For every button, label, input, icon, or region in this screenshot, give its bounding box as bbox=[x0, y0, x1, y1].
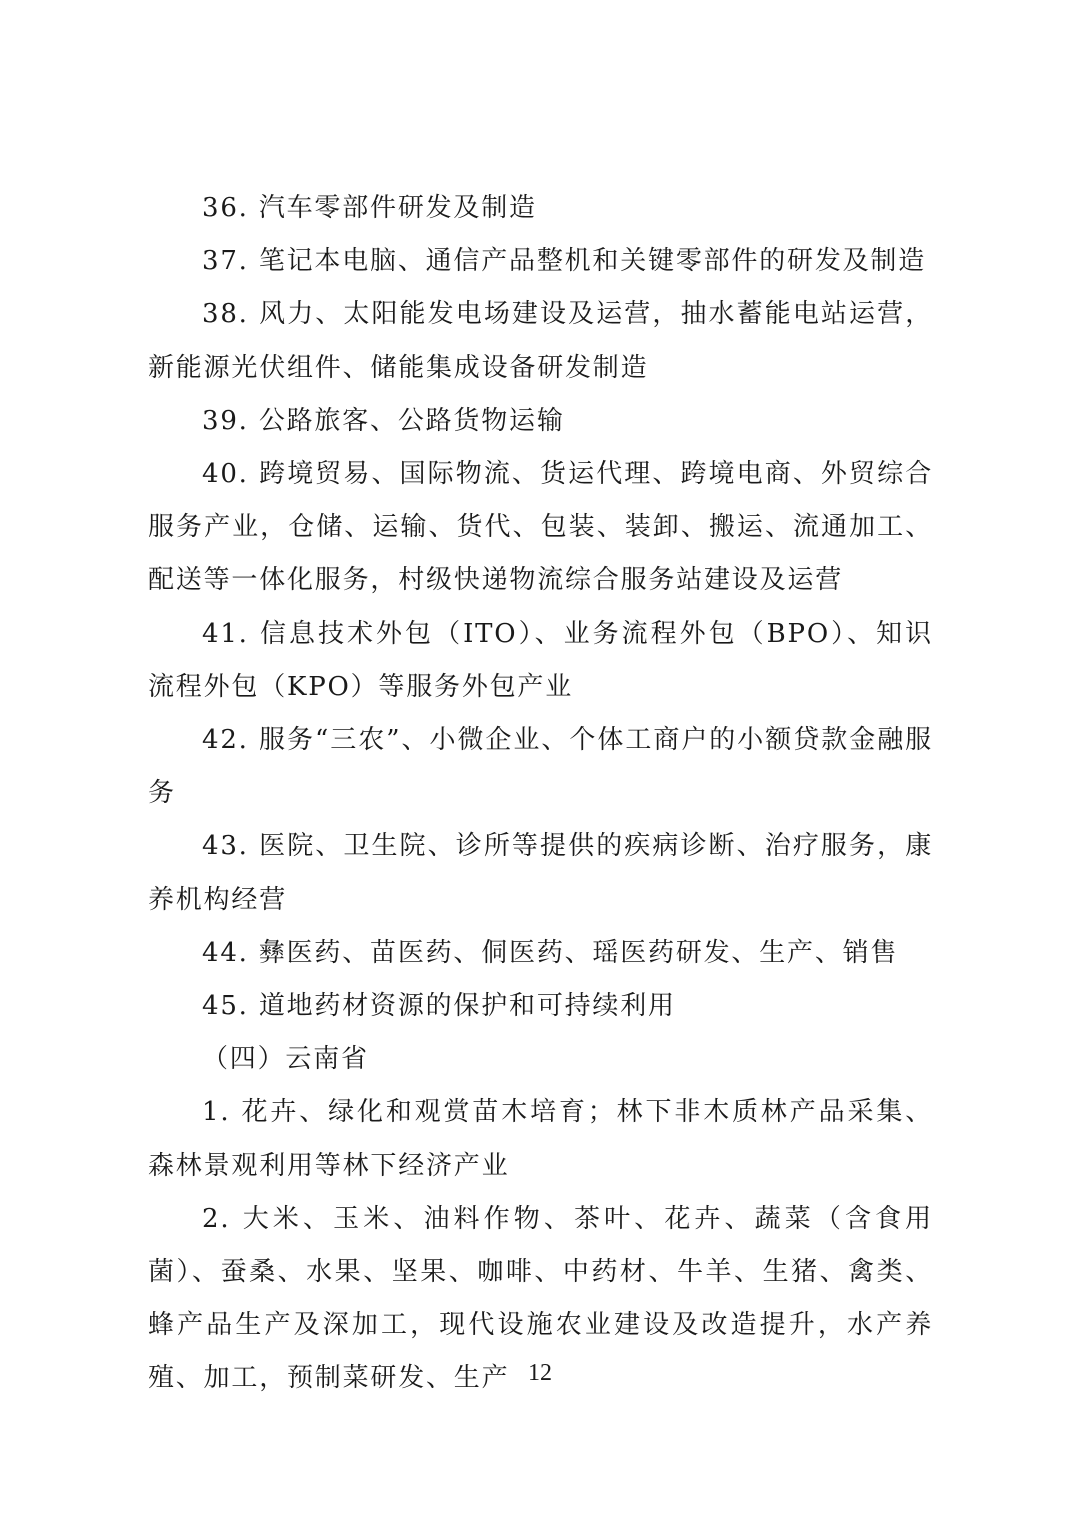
item-number: 36. bbox=[202, 193, 249, 223]
item-number: 40. bbox=[202, 459, 249, 490]
item-text: 花卉、绿化和观赏苗木培育；林下非木质林产品采集、森林景观利用等林下经济产业 bbox=[148, 1097, 933, 1181]
item-number: 42. bbox=[202, 725, 249, 756]
list-item-41 bbox=[148, 608, 933, 714]
item-text: 风力、太阳能发电场建设及运营，抽水蓄能电站运营，新能源光伏组件、储能集成设备研发制造 bbox=[148, 299, 933, 383]
item-text: 公路旅客、公路货物运输 bbox=[258, 405, 565, 436]
item-number: 43. bbox=[202, 831, 249, 862]
item-number: 37. bbox=[202, 246, 249, 277]
item-text: 服务“三农”、小微企业、个体工商户的小额贷款金融服务 bbox=[148, 725, 933, 809]
list-item-45 bbox=[148, 980, 933, 1033]
list-item-38 bbox=[148, 288, 933, 394]
list-item-42 bbox=[148, 714, 933, 820]
item-text: 道地药材资源的保护和可持续利用 bbox=[258, 991, 676, 1022]
page-number: 12 bbox=[528, 1360, 552, 1386]
item-text: 跨境贸易、国际物流、货运代理、跨境电商、外贸综合服务产业，仓储、运输、货代、包装、装卸、搬运、流通加工、配送等一体化服务，村级快递物流综合服务站建设及运营 bbox=[148, 459, 933, 596]
item-number: 41. bbox=[202, 618, 249, 649]
item-number: 38. bbox=[202, 299, 249, 330]
list-item-44 bbox=[148, 927, 933, 980]
list-item-43 bbox=[148, 820, 933, 926]
item-text: 笔记本电脑、通信产品整机和关键零部件的研发及制造 bbox=[258, 246, 927, 277]
item-number: 44. bbox=[202, 937, 249, 968]
document-body bbox=[148, 182, 933, 1406]
item-text: 汽车零部件研发及制造 bbox=[258, 193, 537, 223]
item-text: 彝医药、苗医药、侗医药、瑶医药研发、生产、销售 bbox=[258, 937, 899, 968]
list-item-40 bbox=[148, 448, 933, 608]
item-text: 大米、玉米、油料作物、茶叶、花卉、蔬菜（含食用菌）、蚕桑、水果、坚果、咖啡、中药材、牛羊、生猪、禽类、蜂产品生产及深加工，现代设施农业建设及改造提升，水产养殖、加工，预制菜研发、生产 bbox=[148, 1203, 933, 1394]
item-text: 信息技术外包（ITO）、业务流程外包（BPO）、知识流程外包（KPO）等服务外包产业 bbox=[148, 618, 933, 702]
section-list-item-1 bbox=[148, 1086, 933, 1192]
list-item-39 bbox=[148, 395, 933, 448]
item-number: 45. bbox=[202, 991, 249, 1022]
item-number: 1. bbox=[202, 1097, 231, 1128]
list-item-37 bbox=[148, 235, 933, 288]
item-number: 2. bbox=[202, 1203, 231, 1234]
item-number: 39. bbox=[202, 405, 249, 436]
section-heading-yunnan: （四）云南省 bbox=[202, 1044, 369, 1075]
item-text: 医院、卫生院、诊所等提供的疾病诊断、治疗服务，康养机构经营 bbox=[148, 831, 933, 915]
list-item-36 bbox=[148, 182, 933, 235]
